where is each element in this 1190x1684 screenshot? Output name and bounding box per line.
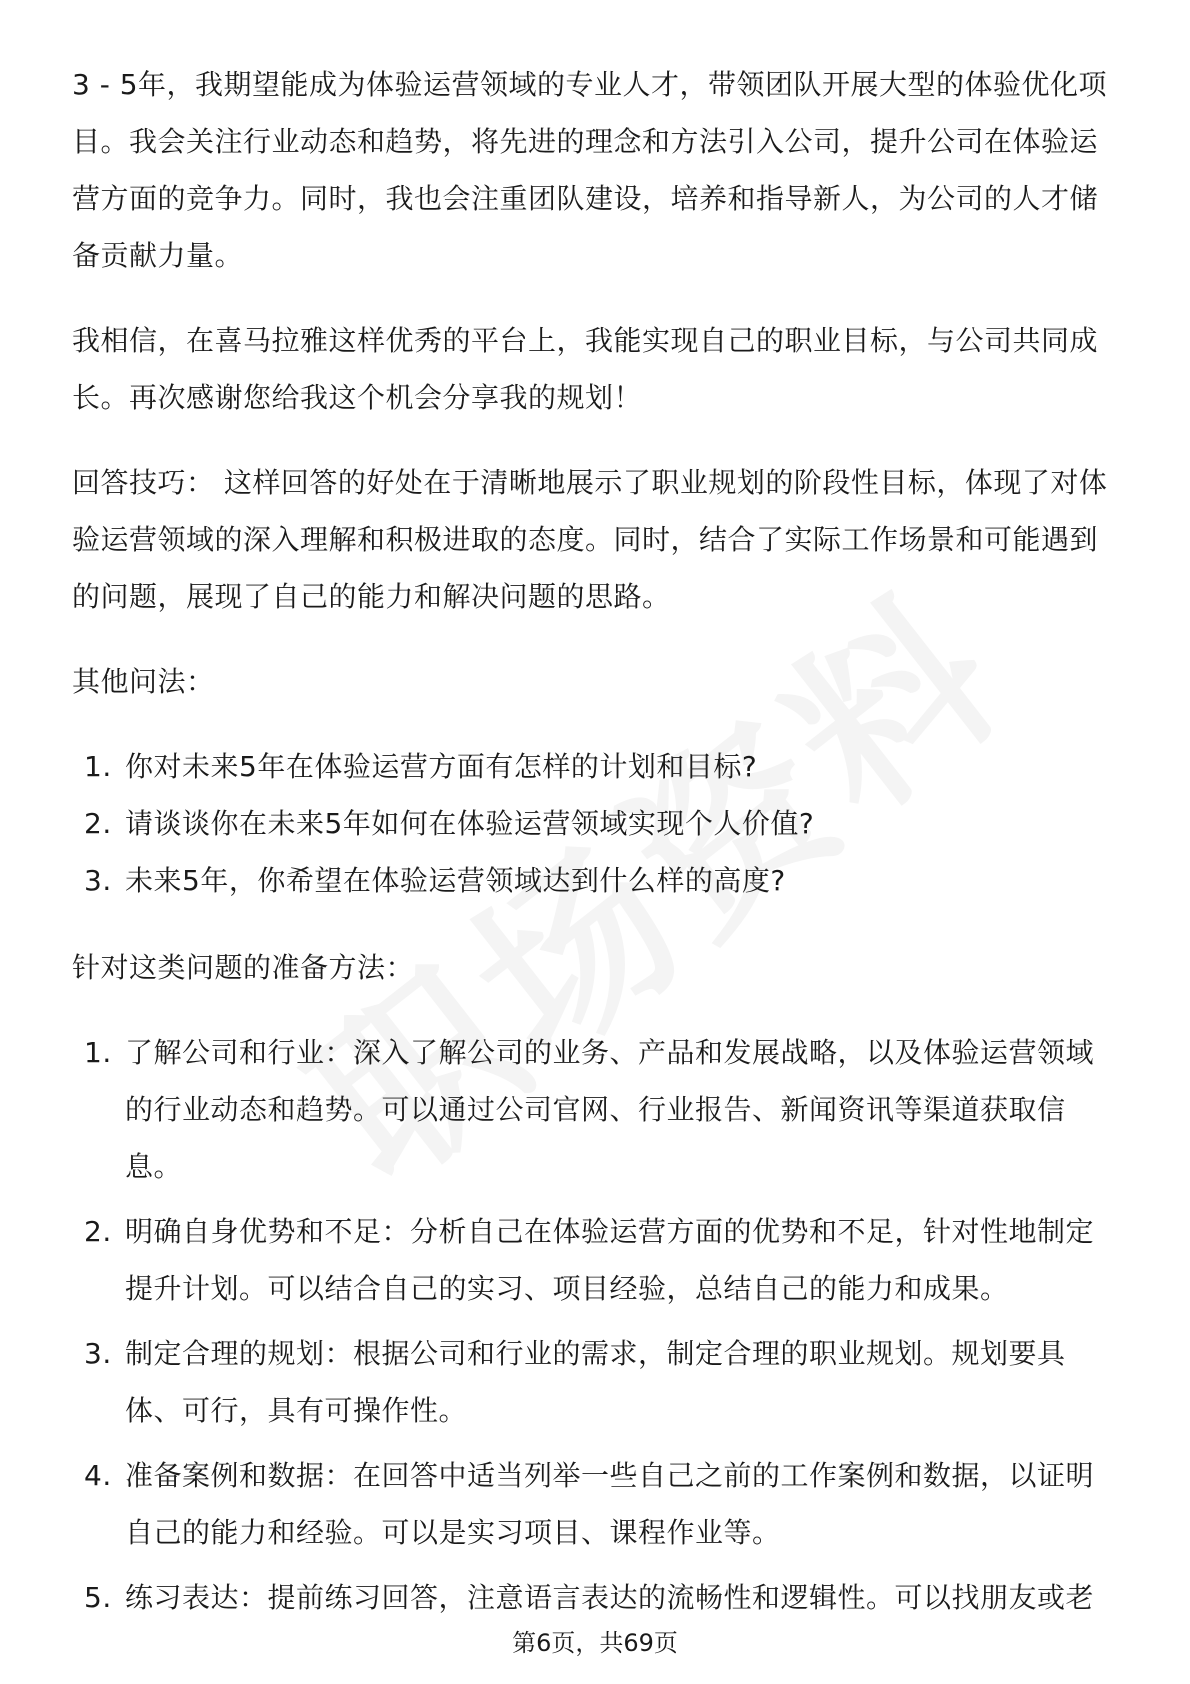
- list-item: [72, 1569, 1122, 1626]
- list-item-number: 5.: [84, 1581, 112, 1614]
- list-item: [72, 852, 1122, 909]
- list-item-number: 4.: [84, 1459, 112, 1492]
- other-questions-heading: 其他问法：: [72, 665, 215, 698]
- page-content: [72, 56, 1122, 1656]
- list-item-text: 了解公司和行业：深入了解公司的业务、产品和发展战略，以及体验运营领域的行业动态和趋势。可以通过公司官网、行业报告、新闻资讯等渠道获取信息。: [125, 1036, 1095, 1183]
- paragraph-answer-tips: 回答技巧： 这样回答的好处在于清晰地展示了职业规划的阶段性目标，体现了对体验运营领域的深入理解和积极进取的态度。同时，结合了实际工作场景和可能遇到的问题，展现了自己的能力和解决问题的思路。: [72, 466, 1108, 613]
- list-item-number: 3.: [84, 864, 112, 897]
- list-item-number: 1.: [84, 1036, 112, 1069]
- list-item: [72, 1325, 1122, 1439]
- other-questions-list: [72, 738, 1122, 909]
- preparation-list: [72, 1024, 1122, 1626]
- list-item: [72, 738, 1122, 795]
- list-item-number: 2.: [84, 1215, 112, 1248]
- list-item-text: 明确自身优势和不足：分析自己在体验运营方面的优势和不足，针对性地制定提升计划。可以结合自己的实习、项目经验，总结自己的能力和成果。: [125, 1215, 1095, 1305]
- list-item-text: 练习表达：提前练习回答，注意语言表达的流畅性和逻辑性。可以找朋友或老: [125, 1581, 1095, 1614]
- list-item-number: 2.: [84, 807, 112, 840]
- list-item-text: 准备案例和数据：在回答中适当列举一些自己之前的工作案例和数据，以证明自己的能力和经验。可以是实习项目、课程作业等。: [125, 1459, 1095, 1549]
- list-item: [72, 1024, 1122, 1195]
- paragraph-closing: 我相信，在喜马拉雅这样优秀的平台上，我能实现自己的职业目标，与公司共同成长。再次感谢您给我这个机会分享我的规划！: [72, 324, 1099, 414]
- list-item-number: 3.: [84, 1337, 112, 1370]
- preparation-heading: 针对这类问题的准备方法：: [72, 951, 415, 984]
- list-item: [72, 1203, 1122, 1317]
- list-item: [72, 1447, 1122, 1561]
- page-footer: 第6页，共69页: [512, 1629, 678, 1657]
- paragraph-plan: 3 - 5年，我期望能成为体验运营领域的专业人才，带领团队开展大型的体验优化项目。我会关注行业动态和趋势，将先进的理念和方法引入公司，提升公司在体验运营方面的竞争力。同时，我也会注重团队建设，培养和指导新人，为公司的人才储备贡献力量。: [72, 68, 1108, 272]
- list-item-number: 1.: [84, 750, 112, 783]
- list-item-text: 你对未来5年在体验运营方面有怎样的计划和目标?: [125, 750, 758, 783]
- list-item-text: 未来5年，你希望在体验运营领域达到什么样的高度?: [125, 864, 786, 897]
- list-item-text: 请谈谈你在未来5年如何在体验运营领域实现个人价值?: [125, 807, 815, 840]
- list-item: [72, 795, 1122, 852]
- list-item-text: 制定合理的规划：根据公司和行业的需求，制定合理的职业规划。规划要具体、可行，具有可操作性。: [125, 1337, 1066, 1427]
